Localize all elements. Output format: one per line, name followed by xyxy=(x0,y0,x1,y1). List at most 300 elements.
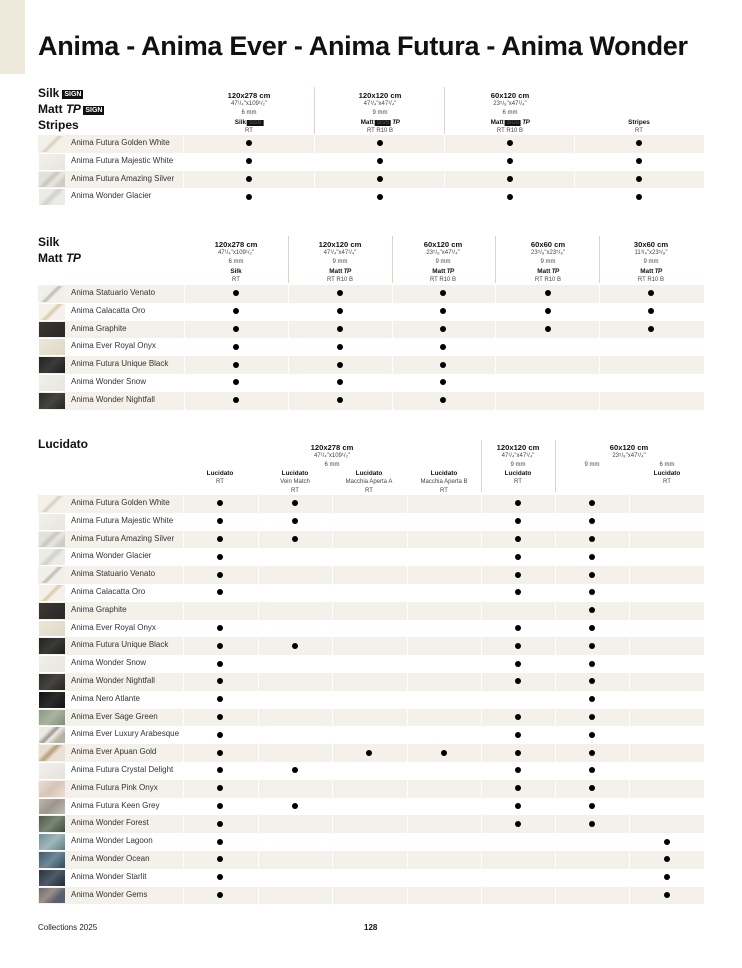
thickness-label: 9 mm xyxy=(643,259,659,265)
tp-logo: TP xyxy=(390,119,400,126)
column-separator xyxy=(332,744,333,762)
material-swatch xyxy=(39,532,65,548)
availability-dot xyxy=(233,290,239,296)
product-name: Anima Wonder Starlit xyxy=(71,871,147,881)
availability-dot xyxy=(441,750,447,756)
column-separator xyxy=(555,531,556,549)
product-name: Anima Ever Apuan Gold xyxy=(71,747,157,757)
availability-dot xyxy=(217,750,223,756)
availability-dot xyxy=(440,344,446,350)
material-swatch xyxy=(39,514,65,530)
column-separator xyxy=(407,798,408,816)
product-name: Anima Statuario Venato xyxy=(71,569,156,579)
availability-dot xyxy=(648,290,654,296)
availability-dot xyxy=(217,589,223,595)
table-row xyxy=(38,726,704,744)
availability-dot xyxy=(589,821,595,827)
inch-label: 23⁵/₈"x47¹/₄" xyxy=(612,453,646,459)
material-swatch xyxy=(39,172,65,188)
table-row xyxy=(38,887,704,905)
column-separator xyxy=(555,815,556,833)
product-name: Anima Wonder Ocean xyxy=(71,853,150,863)
availability-dot xyxy=(515,554,521,560)
column-separator xyxy=(407,869,408,887)
column-header xyxy=(424,240,462,285)
size-label: 120x278 cm xyxy=(227,91,271,100)
section2-title xyxy=(38,234,80,266)
material-swatch xyxy=(39,763,65,779)
column-separator xyxy=(184,392,185,410)
column-separator xyxy=(629,637,630,655)
column-separator xyxy=(183,691,184,709)
thickness-value: 9 mm xyxy=(584,462,600,468)
availability-dot xyxy=(589,732,595,738)
title-line-silk: Silk xyxy=(38,235,60,249)
column-separator xyxy=(407,673,408,691)
table-row xyxy=(38,869,704,887)
column-separator xyxy=(555,637,556,655)
size-label: 120x278 cm xyxy=(214,240,258,249)
table-row xyxy=(38,815,704,833)
column-separator xyxy=(258,726,259,744)
column-separator xyxy=(332,548,333,566)
column-separator xyxy=(481,531,482,549)
column-separator xyxy=(629,709,630,727)
sub-label: Macchia Aperta A xyxy=(345,479,393,485)
column-separator xyxy=(258,513,259,531)
table-row xyxy=(38,153,704,171)
column-separator xyxy=(407,495,408,513)
availability-dot xyxy=(589,785,595,791)
availability-dot xyxy=(217,554,223,560)
column-header xyxy=(491,91,530,136)
tp-logo: TP xyxy=(550,268,559,275)
availability-dot xyxy=(648,326,654,332)
column-separator xyxy=(183,513,184,531)
column-separator xyxy=(481,762,482,780)
table-row xyxy=(38,637,704,655)
material-swatch xyxy=(39,357,65,373)
availability-dot xyxy=(292,643,298,649)
product-name: Anima Futura Crystal Delight xyxy=(71,764,174,774)
column-separator xyxy=(183,726,184,744)
finish-label: Matt TP xyxy=(537,268,559,275)
column-separator xyxy=(555,673,556,691)
material-swatch xyxy=(39,375,65,391)
availability-dot xyxy=(337,379,343,385)
table-row xyxy=(38,833,704,851)
column-separator xyxy=(392,285,393,303)
page-number: 128 xyxy=(364,923,378,932)
sign-badge: SIGN xyxy=(64,91,82,98)
product-name: Anima Wonder Snow xyxy=(71,658,146,668)
column-separator xyxy=(629,851,630,869)
column-separator xyxy=(288,392,289,410)
availability-dot xyxy=(233,344,239,350)
table-row xyxy=(38,655,704,673)
availability-dot xyxy=(337,308,343,314)
column-separator xyxy=(407,637,408,655)
availability-dot xyxy=(545,308,551,314)
material-swatch xyxy=(39,603,65,619)
column-separator xyxy=(184,285,185,303)
product-name: Anima Futura Unique Black xyxy=(71,359,169,369)
column-separator xyxy=(183,602,184,620)
note-label: RT xyxy=(232,277,240,283)
availability-dot xyxy=(589,572,595,578)
material-swatch xyxy=(39,189,65,205)
availability-dot xyxy=(440,362,446,368)
header-separator xyxy=(288,236,289,283)
column-separator xyxy=(481,709,482,727)
availability-dot xyxy=(217,892,223,898)
column-header xyxy=(215,240,258,285)
finish-label: Matt TP xyxy=(432,268,454,275)
column-separator xyxy=(574,153,575,171)
thickness-label: 9 mm xyxy=(332,259,348,265)
availability-dot xyxy=(664,839,670,845)
size-label: 60x120 cm xyxy=(490,91,530,100)
tp-logo: TP xyxy=(66,102,81,116)
availability-dot xyxy=(507,140,513,146)
table-row xyxy=(38,321,704,339)
sub-label: Vein Match xyxy=(280,479,310,485)
column-separator xyxy=(332,762,333,780)
column-separator xyxy=(481,548,482,566)
finish-label: Silk SIGN xyxy=(234,119,262,126)
column-separator xyxy=(407,744,408,762)
availability-dot xyxy=(217,536,223,542)
availability-dot xyxy=(589,500,595,506)
column-separator xyxy=(574,171,575,189)
column-separator xyxy=(495,303,496,321)
column-separator xyxy=(481,673,482,691)
column-separator xyxy=(407,566,408,584)
column-separator xyxy=(258,744,259,762)
column-separator xyxy=(629,495,630,513)
column-separator xyxy=(332,495,333,513)
availability-dot xyxy=(246,140,252,146)
availability-dot xyxy=(377,176,383,182)
product-name: Anima Wonder Glacier xyxy=(71,551,152,561)
availability-dot xyxy=(589,625,595,631)
column-header xyxy=(207,469,234,487)
column-separator xyxy=(258,869,259,887)
availability-dot xyxy=(217,625,223,631)
column-separator xyxy=(629,655,630,673)
column-separator xyxy=(555,798,556,816)
column-separator xyxy=(629,887,630,905)
column-separator xyxy=(407,833,408,851)
column-separator xyxy=(629,584,630,602)
availability-dot xyxy=(589,678,595,684)
availability-dot xyxy=(515,732,521,738)
material-swatch xyxy=(39,781,65,797)
column-separator xyxy=(444,153,445,171)
column-separator xyxy=(407,851,408,869)
column-separator xyxy=(481,744,482,762)
material-swatch xyxy=(39,692,65,708)
availability-dot xyxy=(337,326,343,332)
table-row xyxy=(38,548,704,566)
column-separator xyxy=(629,548,630,566)
column-header xyxy=(420,469,467,496)
material-swatch xyxy=(39,799,65,815)
table-row xyxy=(38,171,704,189)
column-separator xyxy=(332,566,333,584)
column-separator xyxy=(481,851,482,869)
section-silk-matt-stripes xyxy=(38,85,704,210)
column-separator xyxy=(407,815,408,833)
column-separator xyxy=(629,513,630,531)
availability-dot xyxy=(515,643,521,649)
section3-title: Lucidato xyxy=(38,437,88,451)
thickness-label: 9 mm xyxy=(540,259,556,265)
column-header xyxy=(311,443,354,470)
availability-dot xyxy=(589,589,595,595)
column-separator xyxy=(183,188,184,206)
availability-dot xyxy=(377,194,383,200)
material-swatch xyxy=(39,816,65,832)
availability-dot xyxy=(246,194,252,200)
column-separator xyxy=(555,495,556,513)
column-separator xyxy=(407,531,408,549)
column-separator xyxy=(332,602,333,620)
header-separator xyxy=(314,87,315,134)
availability-dot xyxy=(664,892,670,898)
column-separator xyxy=(629,691,630,709)
inch-label: 11³/₄"x23⁵/₈" xyxy=(634,250,668,256)
column-separator xyxy=(629,620,630,638)
note-label: RT xyxy=(663,479,671,485)
column-separator xyxy=(555,762,556,780)
size-label: 30x60 cm xyxy=(633,240,669,249)
material-swatch xyxy=(39,286,65,302)
column-separator xyxy=(629,833,630,851)
column-separator xyxy=(407,602,408,620)
note-label: RT R10 B xyxy=(534,277,562,283)
availability-dot xyxy=(589,750,595,756)
column-separator xyxy=(183,135,184,153)
availability-dot xyxy=(515,803,521,809)
title-line-silk: Silk xyxy=(38,86,60,100)
column-separator xyxy=(183,887,184,905)
column-separator xyxy=(599,356,600,374)
product-name: Anima Wonder Lagoon xyxy=(71,836,153,846)
tp-logo: TP xyxy=(653,268,662,275)
column-separator xyxy=(183,584,184,602)
column-separator xyxy=(629,815,630,833)
product-name: Anima Wonder Glacier xyxy=(71,191,152,201)
size-label: 120x120 cm xyxy=(496,443,540,452)
column-separator xyxy=(183,815,184,833)
column-header xyxy=(497,443,540,470)
column-separator xyxy=(258,780,259,798)
table-row xyxy=(38,356,704,374)
table-row xyxy=(38,762,704,780)
inch-label: 47¹/₄"x109¹/₂" xyxy=(313,453,351,459)
table-row xyxy=(38,709,704,727)
column-separator xyxy=(481,495,482,513)
column-header xyxy=(228,91,271,136)
table-row xyxy=(38,303,704,321)
column-separator xyxy=(629,798,630,816)
availability-dot xyxy=(440,290,446,296)
column-header xyxy=(654,469,681,487)
availability-dot xyxy=(292,536,298,542)
column-separator xyxy=(599,321,600,339)
tp-logo: TP xyxy=(342,268,351,275)
note-label: RT R10 B xyxy=(429,277,457,283)
column-separator xyxy=(258,655,259,673)
note-label: RT xyxy=(216,479,224,485)
section-silk-matt xyxy=(38,234,704,414)
column-separator xyxy=(629,869,630,887)
footer-collections: Collections 2025 xyxy=(38,923,98,932)
availability-dot xyxy=(515,572,521,578)
note-label: RT xyxy=(365,488,373,494)
header-separator xyxy=(555,440,556,492)
column-separator xyxy=(332,798,333,816)
product-name: Anima Futura Pink Onyx xyxy=(71,782,158,792)
availability-dot xyxy=(217,821,223,827)
availability-dot xyxy=(217,678,223,684)
inch-label: 47¹/₄"x47¹/₄" xyxy=(323,250,357,256)
column-separator xyxy=(407,584,408,602)
column-separator xyxy=(258,798,259,816)
column-separator xyxy=(332,691,333,709)
column-separator xyxy=(629,531,630,549)
column-separator xyxy=(258,566,259,584)
product-name: Anima Graphite xyxy=(71,604,127,614)
availability-dot xyxy=(648,308,654,314)
column-separator xyxy=(555,655,556,673)
column-separator xyxy=(183,833,184,851)
column-separator xyxy=(183,869,184,887)
availability-dot xyxy=(515,661,521,667)
inch-label: 23⁵/₈"x23⁵/₈" xyxy=(531,250,565,256)
column-separator xyxy=(629,762,630,780)
material-swatch xyxy=(39,154,65,170)
product-name: Anima Graphite xyxy=(71,323,127,333)
column-separator xyxy=(407,762,408,780)
column-separator xyxy=(407,513,408,531)
product-name: Anima Wonder Snow xyxy=(71,376,146,386)
header-separator xyxy=(444,87,445,134)
column-separator xyxy=(258,762,259,780)
material-swatch xyxy=(39,638,65,654)
finish-label: Lucidato xyxy=(206,470,234,477)
column-separator xyxy=(332,673,333,691)
availability-dot xyxy=(217,643,223,649)
column-separator xyxy=(332,887,333,905)
column-header xyxy=(628,118,650,136)
column-separator xyxy=(444,171,445,189)
availability-dot xyxy=(233,326,239,332)
material-swatch xyxy=(39,585,65,601)
column-separator xyxy=(314,188,315,206)
column-separator xyxy=(629,780,630,798)
product-name: Anima Nero Atlante xyxy=(71,693,140,703)
column-separator xyxy=(183,673,184,691)
table-row xyxy=(38,602,704,620)
column-separator xyxy=(481,869,482,887)
product-name: Anima Statuario Venato xyxy=(71,288,156,297)
column-separator xyxy=(314,153,315,171)
column-separator xyxy=(258,620,259,638)
column-separator xyxy=(183,637,184,655)
column-separator xyxy=(555,513,556,531)
column-separator xyxy=(183,566,184,584)
column-header xyxy=(280,469,310,496)
column-separator xyxy=(184,356,185,374)
sign-badge: SIGN xyxy=(376,120,389,126)
availability-dot xyxy=(377,158,383,164)
finish-label: Lucidato xyxy=(281,470,309,477)
column-separator xyxy=(574,188,575,206)
column-separator xyxy=(481,655,482,673)
table-row xyxy=(38,374,704,392)
inch-label: 47¹/₄"x109¹/₂" xyxy=(230,101,268,107)
product-name: Anima Futura Unique Black xyxy=(71,640,169,650)
product-name: Anima Wonder Nightfall xyxy=(71,675,155,685)
material-swatch xyxy=(39,870,65,886)
availability-dot xyxy=(292,518,298,524)
table-row xyxy=(38,744,704,762)
table-row xyxy=(38,531,704,549)
material-swatch xyxy=(39,322,65,338)
column-header xyxy=(346,469,393,496)
availability-dot xyxy=(337,362,343,368)
availability-dot xyxy=(589,696,595,702)
column-separator xyxy=(183,531,184,549)
column-separator xyxy=(407,726,408,744)
availability-dot xyxy=(515,625,521,631)
column-separator xyxy=(183,655,184,673)
table-row xyxy=(38,392,704,410)
column-separator xyxy=(555,691,556,709)
column-separator xyxy=(555,602,556,620)
size-label: 60x120 cm xyxy=(423,240,463,249)
column-separator xyxy=(258,602,259,620)
inch-label: 47¹/₄"x47¹/₄" xyxy=(501,453,535,459)
column-separator xyxy=(184,303,185,321)
column-separator xyxy=(481,780,482,798)
availability-dot xyxy=(246,176,252,182)
title-line-matt: Matt xyxy=(38,251,63,265)
column-separator xyxy=(574,135,575,153)
column-separator xyxy=(288,338,289,356)
table-row xyxy=(38,851,704,869)
column-separator xyxy=(599,374,600,392)
availability-dot xyxy=(440,397,446,403)
column-separator xyxy=(629,602,630,620)
material-swatch xyxy=(39,567,65,583)
availability-dot xyxy=(217,874,223,880)
availability-dot xyxy=(545,326,551,332)
availability-dot xyxy=(515,785,521,791)
section-lucidato xyxy=(38,436,704,906)
column-separator xyxy=(184,338,185,356)
thickness-label: 9 mm xyxy=(510,462,526,468)
tp-logo: TP xyxy=(520,119,530,126)
column-separator xyxy=(392,356,393,374)
availability-dot xyxy=(507,158,513,164)
availability-dot xyxy=(217,500,223,506)
finish-label: Matt SIGN TP xyxy=(490,119,530,126)
thickness-value: 6 mm xyxy=(659,462,675,468)
note-label: RT xyxy=(245,128,253,134)
